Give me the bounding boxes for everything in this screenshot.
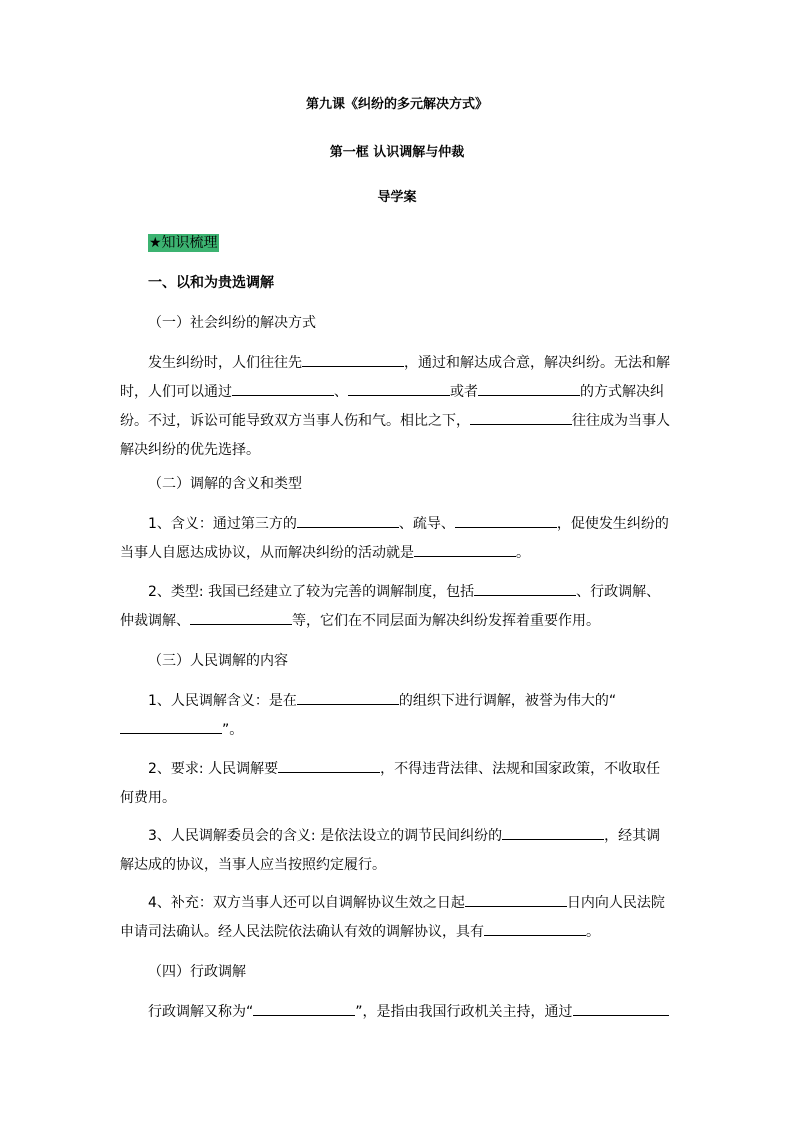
paragraph-dispute-resolution: 发生纠纷时，人们往往先 ，通过和解达成合意，解决纠纷。无法和解时，人们可以通过 、 或者 的方式解决纠纷。不过，诉讼可能导致双方当事人伤和气。相比之下， 往往成为当事人解决纠纷的优先选择。 <box>120 355 670 458</box>
fill-blank[interactable] <box>484 923 586 936</box>
fill-blank[interactable] <box>297 692 399 705</box>
fill-blank[interactable] <box>502 827 604 840</box>
fill-blank[interactable] <box>302 354 404 367</box>
fill-blank[interactable] <box>190 612 292 625</box>
sub-heading-1: （一）社会纠纷的解决方式 <box>148 315 316 331</box>
fill-blank[interactable] <box>573 1003 669 1016</box>
section-heading-1: 一、以和为贵选调解 <box>148 275 274 291</box>
sub-heading-4: （四）行政调解 <box>148 964 246 980</box>
fill-blank[interactable] <box>297 515 399 528</box>
paragraph-committee: 3、人民调解委员会的含义: 是依法设立的调节民间纠纷的 ，经其调解达成的协议，当事人应当按照约定履行。 <box>120 828 661 873</box>
fill-blank[interactable] <box>470 412 572 425</box>
sub-heading-2: （二）调解的含义和类型 <box>148 476 302 492</box>
fill-blank[interactable] <box>120 721 222 734</box>
fill-blank[interactable] <box>478 383 580 396</box>
paragraph-people-mediation: 1、人民调解含义：是在 的组织下进行调解，被誉为伟大的“”。 <box>120 687 674 745</box>
fill-blank[interactable] <box>465 894 567 907</box>
fill-blank[interactable] <box>455 515 557 528</box>
guide-title: 导学案 <box>377 190 417 205</box>
paragraph-mediation-meaning: 1、含义：通过第三方的 、疏导、 ，促使发生纠纷的当事人自愿达成协议，从而解决纠纷的活动就是 。 <box>120 516 669 561</box>
lesson-title: 第九课《纠纷的多元解决方式》 <box>305 97 488 112</box>
fill-blank[interactable] <box>278 760 380 773</box>
fill-blank[interactable] <box>414 544 516 557</box>
sub-heading-3: （三）人民调解的内容 <box>148 653 288 669</box>
fill-blank[interactable] <box>253 1003 355 1016</box>
paragraph-mediation-types: 2、类型: 我国已经建立了较为完善的调解制度，包括 、行政调解、仲裁调解、 等，它们在不同层面为解决纠纷发挥着重要作用。 <box>120 584 661 629</box>
paragraph-supplement: 4、补充：双方当事人还可以自调解协议生效之日起 日内向人民法院申请司法确认。经人民法院依法确认有效的调解协议，具有 。 <box>120 895 665 940</box>
knowledge-badge: ★知识梳理 <box>149 235 218 251</box>
fill-blank[interactable] <box>474 583 576 596</box>
knowledge-badge-row <box>148 233 219 253</box>
frame-title: 第一框 认识调解与仲裁 <box>329 145 465 160</box>
paragraph-administrative-mediation: 行政调解又称为“ ”，是指由我国行政机关主持，通过 <box>120 998 674 1027</box>
paragraph-requirements: 2、要求: 人民调解要 ，不得违背法律、法规和国家政策，不收取任何费用。 <box>120 761 661 806</box>
fill-blank[interactable] <box>232 383 334 396</box>
fill-blank[interactable] <box>348 383 450 396</box>
